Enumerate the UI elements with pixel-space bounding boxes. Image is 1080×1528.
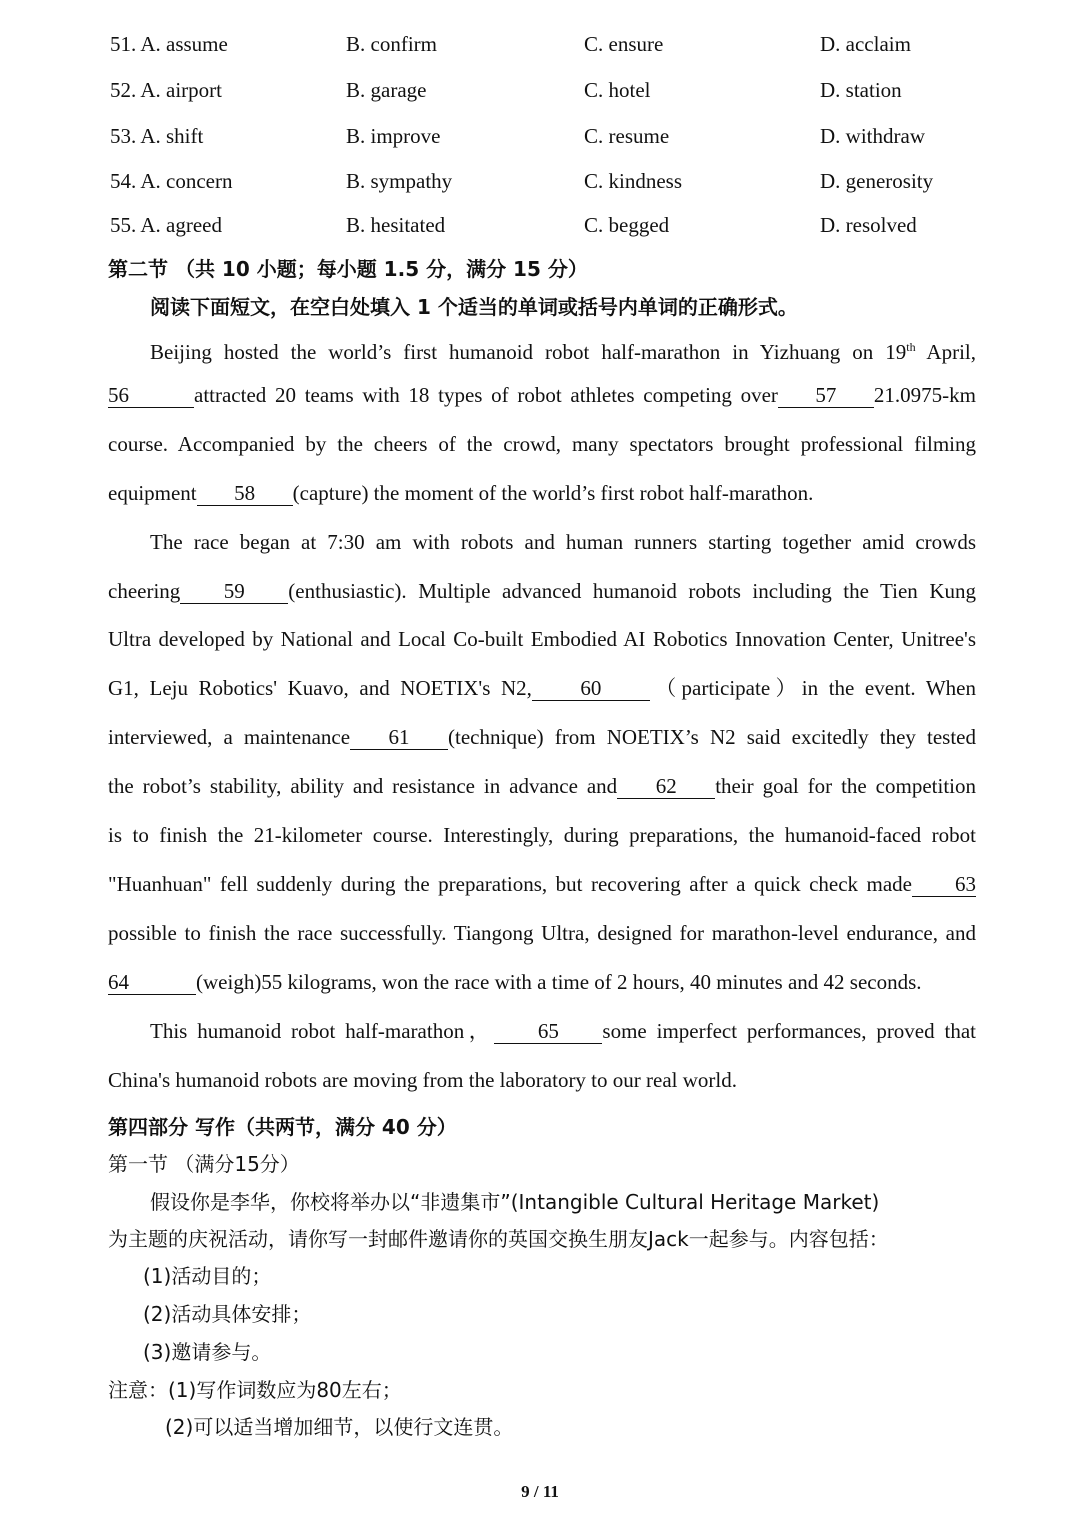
blank-60[interactable]: 60: [532, 676, 650, 701]
passage-line: equipment 58 (capture) the moment of the world’s first robot half-marathon.: [108, 481, 814, 505]
passage-line: the robot’s stability, ability and resistance in advance and 62 their goal for the competition: [108, 774, 976, 798]
option-row-54: [0, 166, 1080, 196]
option-a: 51. A. assume: [110, 32, 228, 56]
note-line: 注意：(1)写作词数应为80左右；: [108, 1378, 402, 1402]
requirement-item: (2)活动具体安排；: [143, 1302, 312, 1326]
passage-line: This humanoid robot half-marathon， 65 some imperfect performances, proved that: [150, 1019, 976, 1043]
option-row-51: [0, 29, 1080, 59]
blank-59[interactable]: 59: [180, 579, 288, 604]
passage-line: is to finish the 21-kilometer course. Interestingly, during preparations, the humanoid-faced robot: [108, 823, 976, 847]
passage-line: 56 attracted 20 teams with 18 types of robot athletes competing over 57 21.0975-km: [108, 383, 976, 407]
option-row-53: [0, 121, 1080, 151]
option-b: B. improve: [346, 124, 441, 148]
option-a: 54. A. concern: [110, 169, 233, 193]
option-d: D. generosity: [820, 169, 934, 193]
option-c: C. hotel: [584, 78, 651, 102]
blank-64[interactable]: 64: [108, 970, 196, 995]
writing-prompt-line: 为主题的庆祝活动，请你写一封邮件邀请你的英国交换生朋友Jack一起参与。内容包括：: [108, 1227, 889, 1251]
page-number: 9 / 11: [521, 1482, 559, 1501]
passage-line: Beijing hosted the world’s first humanoid robot half-marathon in Yizhuang on 19th April,: [150, 340, 976, 364]
option-b: B. garage: [346, 78, 427, 102]
passage-line: China's humanoid robots are moving from the laboratory to our real world.: [108, 1068, 737, 1092]
subsection-heading: 第一节 （满分15分）: [108, 1152, 300, 1176]
blank-63[interactable]: 63: [912, 872, 976, 897]
requirement-item: (3)邀请参与。: [143, 1340, 272, 1364]
option-c: C. kindness: [584, 169, 683, 193]
option-c: C. ensure: [584, 32, 664, 56]
option-a: 53. A. shift: [110, 124, 204, 148]
option-b: B. sympathy: [346, 169, 453, 193]
passage-line: cheering 59 (enthusiastic). Multiple advanced humanoid robots including the Tien Kung: [108, 579, 976, 603]
passage-line: possible to finish the race successfully. Tiangong Ultra, designed for marathon-level endurance, and: [108, 921, 976, 945]
option-d: D. acclaim: [820, 32, 911, 56]
section-instruction: 阅读下面短文，在空白处填入 1 个适当的单词或括号内单词的正确形式。: [150, 295, 798, 319]
blank-58[interactable]: 58: [197, 481, 293, 506]
section-heading: 第二节 （共 10 小题；每小题 1.5 分，满分 15 分）: [108, 257, 588, 281]
passage-line: G1, Leju Robotics' Kuavo, and NOETIX's N2, 60 （participate）in the event. When: [108, 676, 976, 700]
option-a: 52. A. airport: [110, 78, 222, 102]
passage-line: interviewed, a maintenance 61 (technique) from NOETIX’s N2 said excitedly they tested: [108, 725, 976, 749]
blank-57[interactable]: 57: [778, 383, 874, 408]
option-c: C. begged: [584, 213, 670, 237]
option-c: C. resume: [584, 124, 670, 148]
passage-line: "Huanhuan" fell suddenly during the preparations, but recovering after a quick check made 63: [108, 872, 976, 896]
blank-61[interactable]: 61: [350, 725, 448, 750]
passage-line: course. Accompanied by the cheers of the crowd, many spectators brought professional filming: [108, 432, 976, 456]
note-line: (2)可以适当增加细节，以使行文连贯。: [165, 1415, 514, 1439]
option-d: D. withdraw: [820, 124, 925, 148]
passage-line: 64 (weigh)55 kilograms, won the race with a time of 2 hours, 40 minutes and 42 seconds.: [108, 970, 922, 994]
blank-62[interactable]: 62: [617, 774, 715, 799]
option-b: B. confirm: [346, 32, 437, 56]
passage-line: The race began at 7:30 am with robots and human runners starting together amid crowds: [150, 530, 976, 554]
blank-65[interactable]: 65: [494, 1019, 602, 1044]
option-d: D. resolved: [820, 213, 917, 237]
blank-56[interactable]: 56: [108, 383, 194, 408]
passage-line: Ultra developed by National and Local Co-built Embodied AI Robotics Innovation Center, Unitree's: [108, 627, 976, 651]
requirement-item: (1)活动目的；: [143, 1264, 272, 1288]
writing-prompt-line: 假设你是李华，你校将举办以“非遗集市”(Intangible Cultural Heritage Market): [150, 1190, 880, 1214]
option-d: D. station: [820, 78, 902, 102]
option-row-52: [0, 75, 1080, 105]
option-row-55: [0, 210, 1080, 240]
option-a: 55. A. agreed: [110, 213, 222, 237]
part-heading: 第四部分 写作（共两节，满分 40 分）: [108, 1115, 457, 1139]
option-b: B. hesitated: [346, 213, 446, 237]
